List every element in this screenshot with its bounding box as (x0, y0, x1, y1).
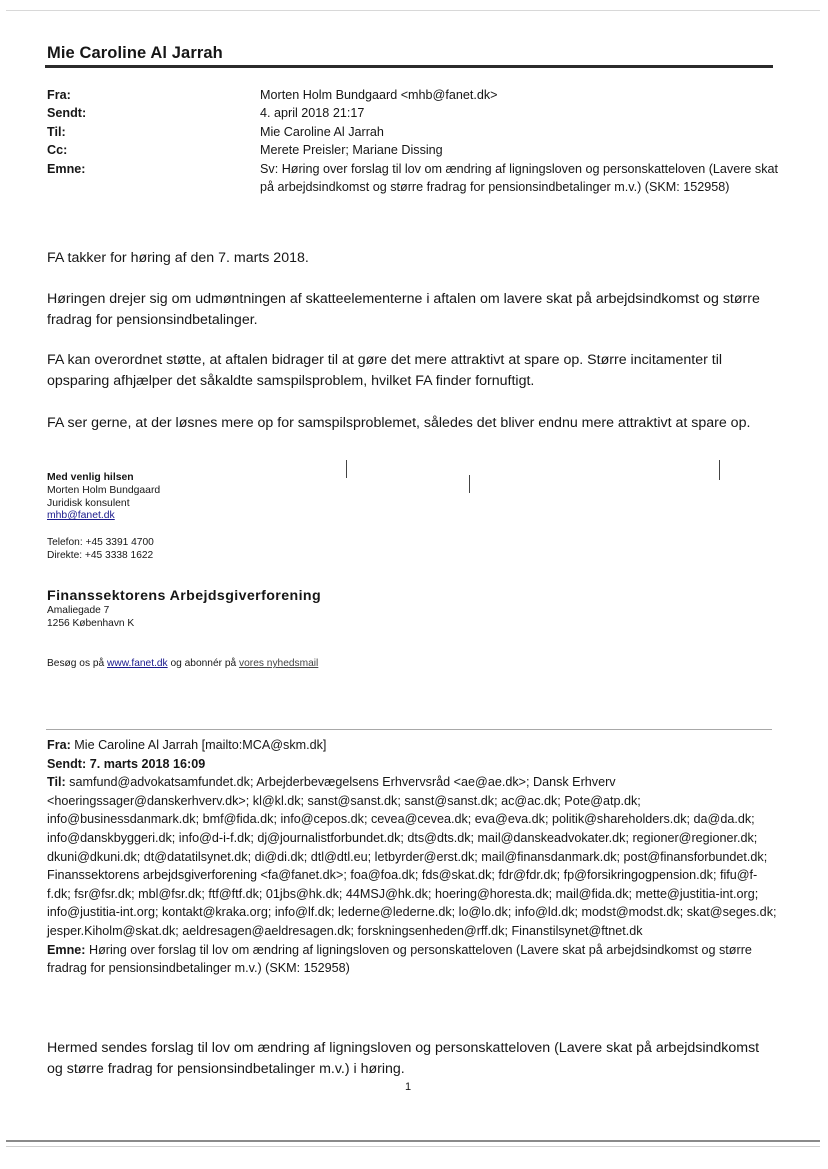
reply-header (47, 86, 787, 196)
signature-name: Morten Holm Bundgaard (47, 484, 161, 496)
header-label: Cc: (47, 143, 68, 158)
header-value: Morten Holm Bundgaard <mhb@fanet.dk> (260, 88, 498, 102)
header-row-from (47, 86, 787, 104)
header-value: Sv: Høring over forslag til lov om ændring af ligningsloven og personskatteloven (Lavere skat på arbejdsindkomst og større fradrag for pensionsindbetalinger m.v.) (SKM: 152958) (260, 161, 778, 195)
original-to-label: Til: (47, 775, 66, 790)
scan-mark (719, 460, 720, 480)
body-paragraph-3: FA kan overordnet støtte, at aftalen bidrager til at gøre det mere attraktivt at spare op. Større incitamenter til opsparing afhjælper det såkaldte samspilsproblem, hvilket FA finder fornuftigt. (47, 352, 722, 389)
original-sent (47, 755, 777, 774)
visit-line (47, 658, 318, 669)
original-recipients: samfund@advokatsamfundet.dk; Arbejderbevægelsens Erhvervsråd <ae@ae.dk>; Dansk Erhverv <hoeringssager@danskerhverv.dk>; kl@kl.dk; sanst@sanst.dk; sanst@sanst.dk; ac@ac.dk; Pote@atp.dk; info@businessdanmark.dk; bmf@fida.dk; info@cepos.dk; cevea@cevea.dk; eva@eva.dk; politik@shareholders.dk; da@da.dk; info@danskbyggeri.dk; info@d-i-f.dk; dj@journalistforbundet.dk; dts@dts.dk; mail@danskeadvokater.dk; regioner@regioner.dk; dkuni@dkuni.dk; dt@datatilsynet.dk; di@di.dk; dtl@dtl.eu; letbyrder@erst.dk; mail@finansdanmark.dk; post@finansforbundet.dk; Finanssektorens arbejdsgiverforening <fa@fanet.dk>; foa@foa.dk; fds@skat.dk; fdr@fdr.dk; fp@forsikringogpension.dk; fifu@f-f.dk; fsr@fsr.dk; mbl@fsr.dk; ftf@ftf.dk; 01jbs@hk.dk; 44MSJ@hk.dk; hoering@horesta.dk; mail@fida.dk; mette@justitia-int.org; info@justitia-int.org; kontakt@kraka.org; info@lf.dk; lederne@lederne.dk; lo@lo.dk; info@ld.dk; modst@modst.dk; skat@seges.dk; jesper.Kiholm@skat.dk; aeldresagen@aeldresagen.dk; forskningsenheden@rff.dk; Finanstilsynet@ftnet.dk (47, 775, 777, 938)
signature-block (47, 472, 160, 523)
header-label: Emne: (47, 161, 86, 176)
header-row-to (47, 123, 787, 141)
signature-greeting: Med venlig hilsen (47, 472, 134, 483)
original-to (47, 773, 777, 940)
newsletter-link[interactable]: vores nyhedsmail (239, 658, 319, 669)
visit-middle: og abonnér på (170, 658, 237, 669)
original-from (47, 736, 777, 755)
signature-title: Juridisk konsulent (47, 497, 130, 509)
body-paragraph-2: Høringen drejer sig om udmøntningen af skatteelementerne i aftalen om lavere skat på arbejdsindkomst og større fradrag for pensionsindbetalinger. (47, 291, 760, 328)
signature-street: Amaliegade 7 (47, 605, 110, 616)
original-sent-label: Sendt: (47, 756, 87, 771)
scan-mark (346, 460, 347, 478)
original-sent-value: 7. marts 2018 16:09 (89, 756, 206, 771)
header-label: Til: (47, 124, 66, 139)
signature-city: 1256 København K (47, 617, 135, 629)
original-from-label: Fra: (47, 738, 71, 752)
body-paragraph-1: FA takker for høring af den 7. marts 2018. (47, 250, 309, 266)
header-value: Merete Preisler; Mariane Dissing (260, 143, 443, 158)
scan-mark (469, 475, 470, 493)
original-subject-value: Høring over forslag til lov om ændring af ligningsloven og personskatteloven (Lavere skat på arbejdsindkomst og større fradrag for pensionsindbetalinger m.v.) (SKM: 152958) (47, 942, 752, 976)
header-label: Sendt: (47, 106, 87, 121)
original-message-header (47, 736, 777, 978)
scan-edge-bottom (6, 1140, 820, 1142)
original-subject-label: Emne: (47, 942, 86, 957)
body-paragraph-4: FA ser gerne, at der løsnes mere op for samspilsproblemet, således det bliver endnu mere attraktivt at spare op. (47, 415, 751, 431)
closing-paragraph: Hermed sendes forslag til lov om ændring af ligningsloven og personskatteloven (Lavere skat på arbejdsindkomst og større fradrag for pensionsindbetalinger m.v.) i høring. (47, 1040, 760, 1077)
visit-prefix: Besøg os på (47, 658, 105, 669)
header-label: Fra: (47, 88, 71, 102)
header-row-cc (47, 141, 787, 159)
signature-direct-phone: Direkte: +45 3338 1622 (47, 549, 154, 561)
header-row-sent (47, 104, 787, 122)
original-from-value: Mie Caroline Al Jarrah [mailto:MCA@skm.dk] (74, 738, 327, 752)
message-divider (46, 729, 772, 730)
owner-rule (45, 65, 773, 68)
signature-email-link[interactable]: mhb@fanet.dk (47, 510, 115, 522)
scan-edge-top (6, 10, 820, 11)
mailbox-owner: Mie Caroline Al Jarrah (47, 44, 223, 62)
header-value: 4. april 2018 21:17 (260, 106, 365, 121)
signature-address (47, 605, 134, 630)
signature-phones (47, 537, 154, 563)
page-number: 1 (405, 1081, 412, 1093)
header-value: Mie Caroline Al Jarrah (260, 124, 384, 139)
original-subject (47, 941, 777, 978)
scan-edge-bottom-secondary (6, 1146, 820, 1147)
header-row-subject (47, 160, 787, 197)
signature-organisation: Finanssektorens Arbejdsgiverforening (47, 588, 322, 604)
signature-phone: Telefon: +45 3391 4700 (47, 537, 154, 548)
website-link[interactable]: www.fanet.dk (107, 658, 168, 669)
